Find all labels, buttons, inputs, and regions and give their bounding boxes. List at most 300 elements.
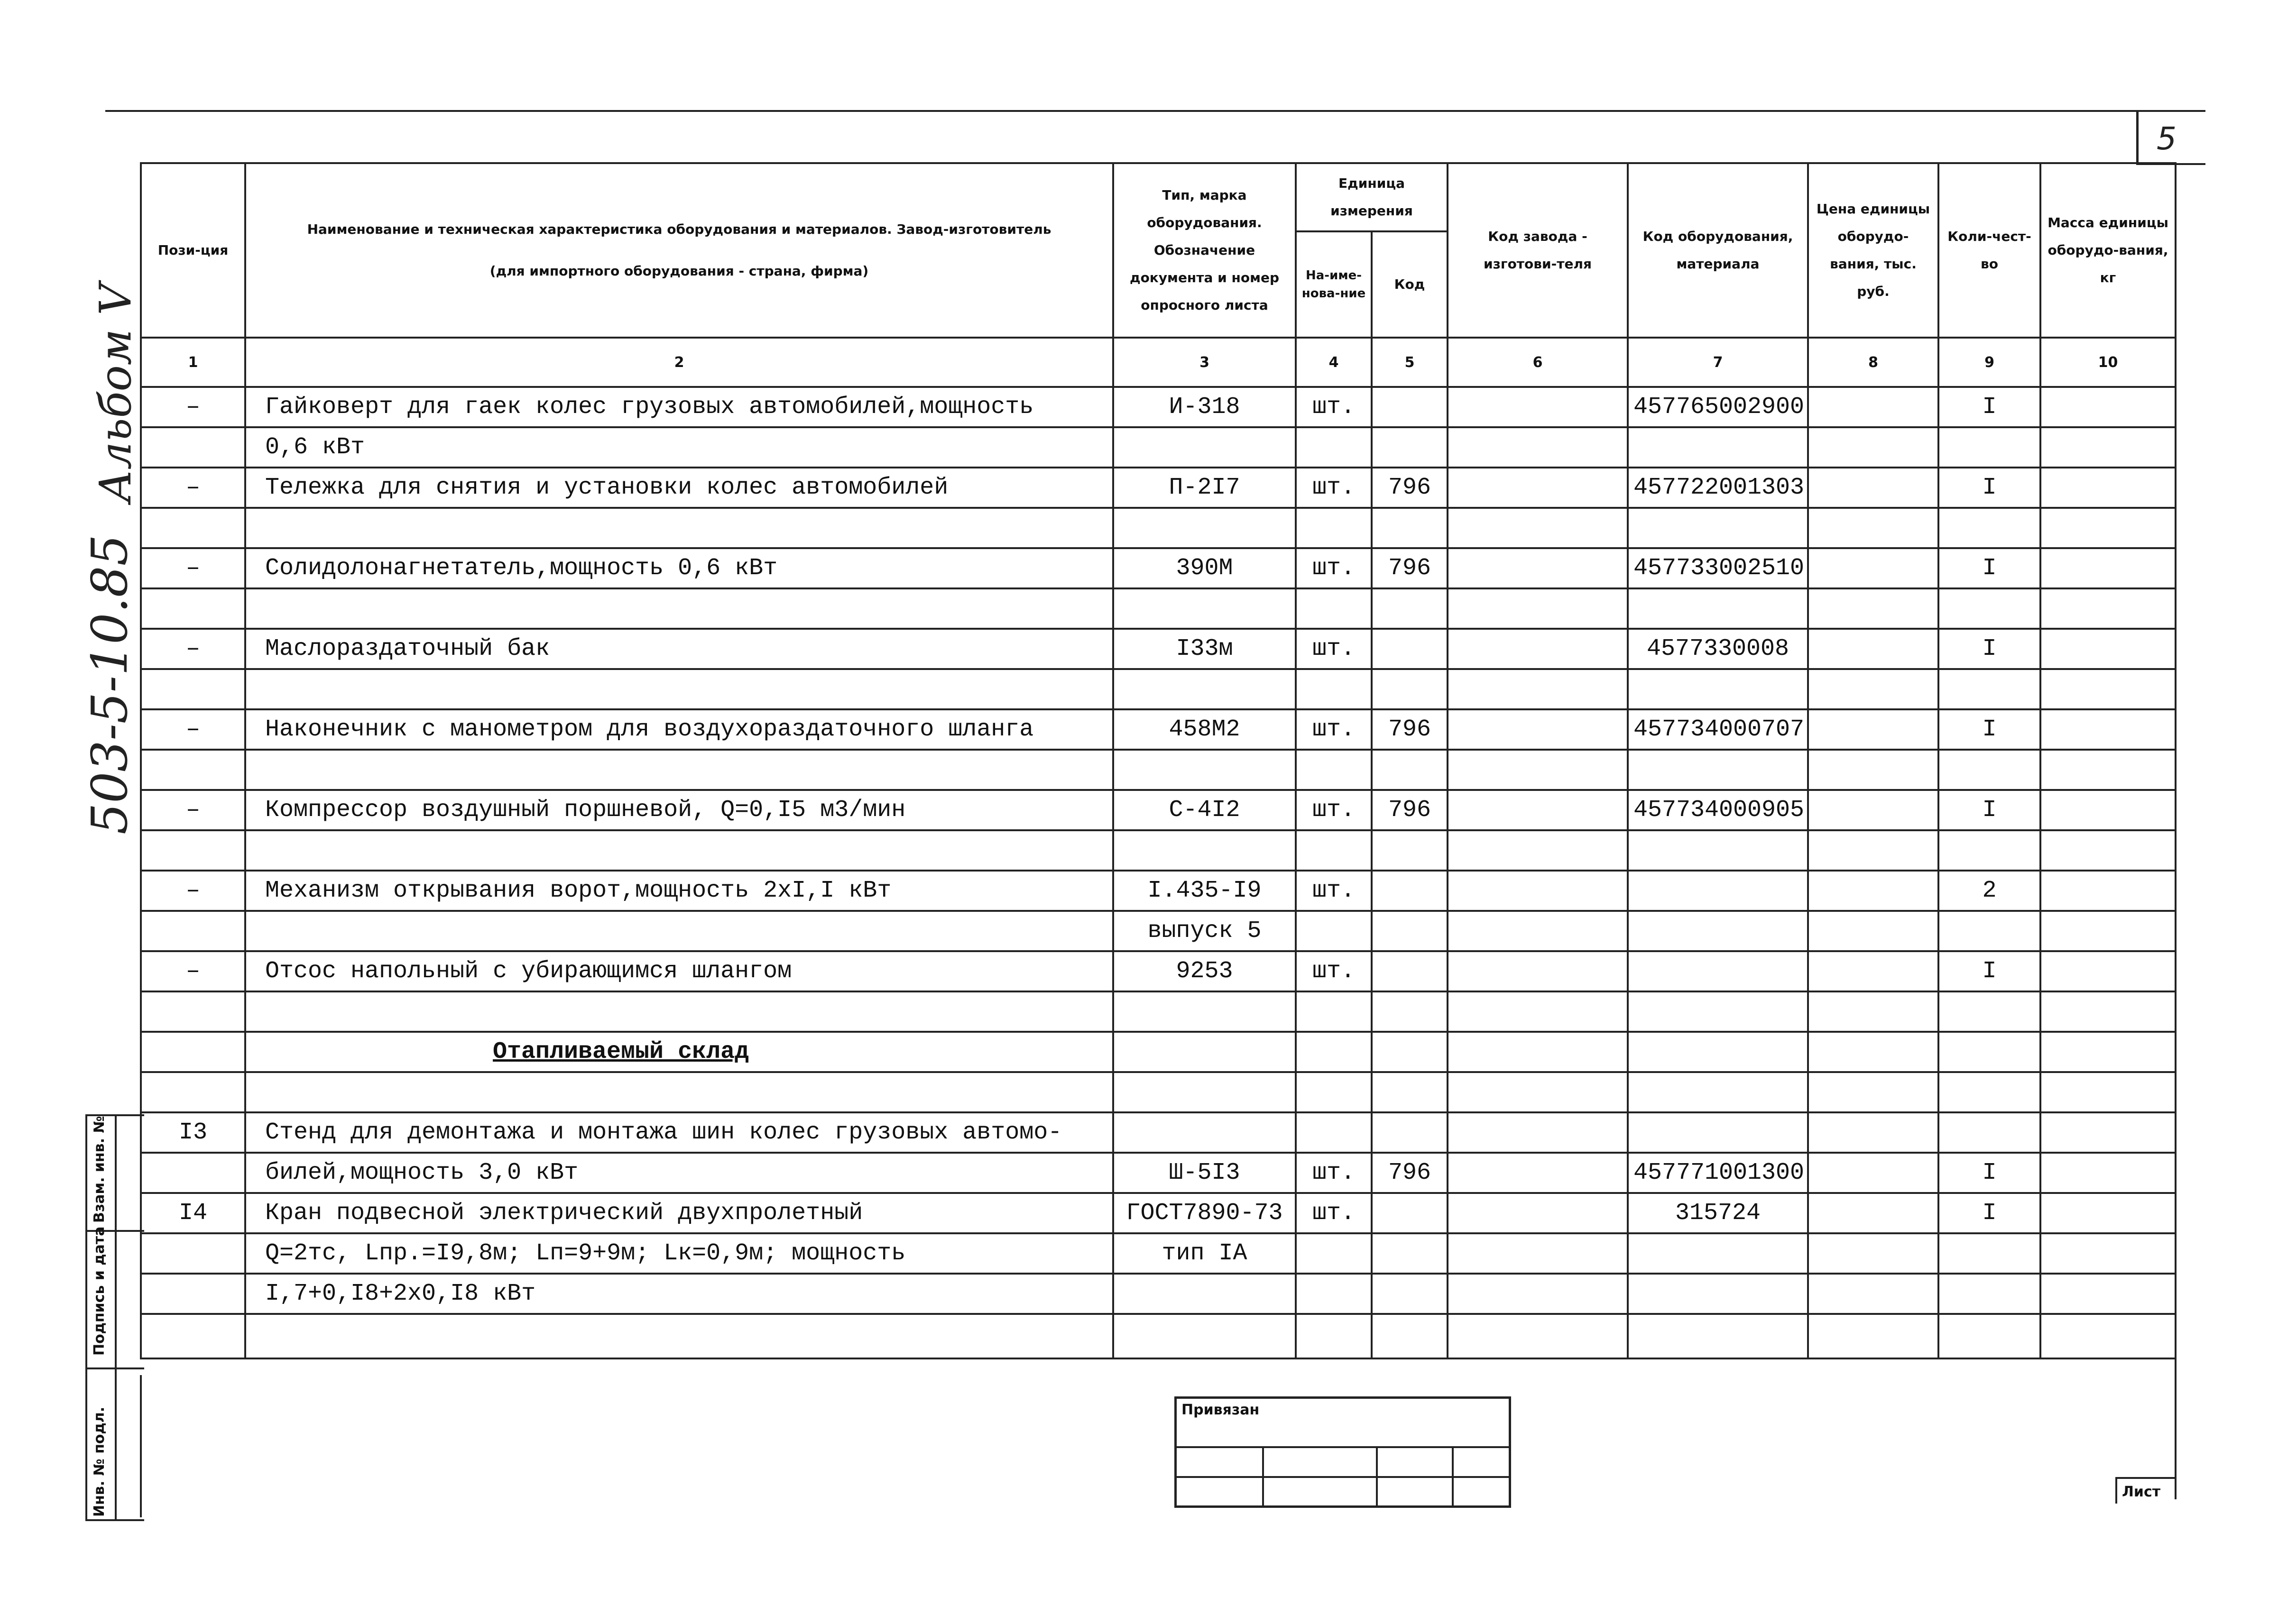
cell-mass	[2040, 750, 2176, 790]
cell-unit-code	[1372, 1032, 1448, 1072]
cell-equipment-code	[1628, 1274, 1808, 1314]
cell-name: Компрессор воздушный поршневой, Q=0,I5 м3/мин	[245, 790, 1113, 830]
cell-equipment-code	[1628, 508, 1808, 548]
cell-type	[1113, 508, 1296, 548]
cell-quantity	[1938, 1112, 2040, 1153]
cell-factory-code	[1448, 709, 1628, 750]
cell-name: I,7+0,I8+2х0,I8 кВт	[245, 1274, 1113, 1314]
cell-quantity	[1938, 750, 2040, 790]
cell-position: I4	[141, 1193, 245, 1233]
cell-equipment-code: 315724	[1628, 1193, 1808, 1233]
table-row	[141, 1274, 2176, 1314]
cell-factory-code	[1448, 1032, 1628, 1072]
cell-name	[245, 830, 1113, 871]
cell-quantity: I	[1938, 1153, 2040, 1193]
cell-factory-code	[1448, 1233, 1628, 1274]
cell-factory-code	[1448, 468, 1628, 508]
cell-unit-code	[1372, 1233, 1448, 1274]
cell-mass	[2040, 790, 2176, 830]
cell-position	[141, 427, 245, 468]
cell-name	[245, 911, 1113, 951]
cell-factory-code	[1448, 387, 1628, 427]
cell-quantity	[1938, 508, 2040, 548]
cell-position: –	[141, 951, 245, 991]
cell-type: 390М	[1113, 548, 1296, 588]
cell-equipment-code	[1628, 1072, 1808, 1112]
cell-unit	[1296, 588, 1372, 629]
specification-table	[140, 162, 2177, 1359]
table-row	[141, 548, 2176, 588]
cell-price	[1808, 1274, 1938, 1314]
cell-unit-code	[1372, 991, 1448, 1032]
cell-unit: шт.	[1296, 548, 1372, 588]
cell-price	[1808, 709, 1938, 750]
cell-equipment-code	[1628, 991, 1808, 1032]
table-row	[141, 871, 2176, 911]
cell-position	[141, 588, 245, 629]
cell-unit-code	[1372, 830, 1448, 871]
cell-quantity	[1938, 991, 2040, 1032]
cell-name	[245, 1072, 1113, 1112]
column-number: 2	[245, 338, 1113, 387]
cell-quantity	[1938, 830, 2040, 871]
cell-price	[1808, 387, 1938, 427]
cell-price	[1808, 1032, 1938, 1072]
cell-equipment-code	[1628, 588, 1808, 629]
cell-mass	[2040, 911, 2176, 951]
stamp-label-replace-inv: Взам. инв. №	[91, 1116, 108, 1223]
cell-quantity: I	[1938, 387, 2040, 427]
cell-factory-code	[1448, 629, 1628, 669]
cell-type	[1113, 1112, 1296, 1153]
cell-unit-code: 796	[1372, 548, 1448, 588]
cell-mass	[2040, 468, 2176, 508]
header-unit-name: На-име-нова-ние	[1296, 231, 1372, 338]
header-mass: Масса единицы оборудо-вания, кг	[2040, 163, 2176, 338]
cell-unit-code	[1372, 669, 1448, 709]
cell-unit	[1296, 911, 1372, 951]
cell-position	[141, 1072, 245, 1112]
cell-position	[141, 1032, 245, 1072]
stamp-rule	[1177, 1476, 1509, 1478]
cell-position: –	[141, 387, 245, 427]
cell-mass	[2040, 951, 2176, 991]
cell-unit: шт.	[1296, 709, 1372, 750]
cell-name	[245, 588, 1113, 629]
column-number: 5	[1372, 338, 1448, 387]
cell-quantity	[1938, 427, 2040, 468]
cell-price	[1808, 1112, 1938, 1153]
cell-equipment-code: 457734000707	[1628, 709, 1808, 750]
cell-quantity	[1938, 1032, 2040, 1072]
cell-unit-code	[1372, 427, 1448, 468]
cell-unit: шт.	[1296, 951, 1372, 991]
cell-unit-code	[1372, 387, 1448, 427]
header-unit-code: Код	[1372, 231, 1448, 338]
cell-quantity	[1938, 588, 2040, 629]
cell-equipment-code: 457722001303	[1628, 468, 1808, 508]
cell-unit	[1296, 991, 1372, 1032]
cell-type	[1113, 830, 1296, 871]
cell-quantity: I	[1938, 629, 2040, 669]
cell-quantity	[1938, 911, 2040, 951]
cell-position: I3	[141, 1112, 245, 1153]
cell-price	[1808, 871, 1938, 911]
cell-mass	[2040, 709, 2176, 750]
cell-type: И-318	[1113, 387, 1296, 427]
cell-mass	[2040, 1193, 2176, 1233]
header-type: Тип, марка оборудования. Обозначение документа и номер опросного листа	[1113, 163, 1296, 338]
header-position: Пози-ция	[141, 163, 245, 338]
header-price: Цена единицы оборудо-вания, тыс. руб.	[1808, 163, 1938, 338]
stamp-rule	[1177, 1446, 1509, 1448]
table-row	[141, 991, 2176, 1032]
cell-mass	[2040, 1153, 2176, 1193]
cell-unit: шт.	[1296, 790, 1372, 830]
cell-mass	[2040, 427, 2176, 468]
cell-unit	[1296, 1112, 1372, 1153]
cell-factory-code	[1448, 750, 1628, 790]
cell-unit: шт.	[1296, 387, 1372, 427]
table-row	[141, 468, 2176, 508]
sheet-bottom-area	[140, 1375, 2177, 1517]
column-number: 4	[1296, 338, 1372, 387]
cell-price	[1808, 951, 1938, 991]
cell-type: С-4I2	[1113, 790, 1296, 830]
cell-price	[1808, 911, 1938, 951]
cell-unit	[1296, 669, 1372, 709]
cell-equipment-code	[1628, 669, 1808, 709]
cell-unit	[1296, 1072, 1372, 1112]
cell-equipment-code	[1628, 1233, 1808, 1274]
cell-mass	[2040, 1032, 2176, 1072]
cell-equipment-code: 4577330008	[1628, 629, 1808, 669]
cell-mass	[2040, 548, 2176, 588]
cell-position: –	[141, 468, 245, 508]
cell-factory-code	[1448, 588, 1628, 629]
cell-factory-code	[1448, 508, 1628, 548]
cell-name	[245, 1314, 1113, 1358]
cell-name	[245, 508, 1113, 548]
cell-name: билей,мощность 3,0 кВт	[245, 1153, 1113, 1193]
cell-mass	[2040, 830, 2176, 871]
stamp-divider	[115, 1116, 117, 1519]
cell-equipment-code	[1628, 1112, 1808, 1153]
cell-type	[1113, 1072, 1296, 1112]
cell-name	[245, 1032, 1113, 1072]
cell-price	[1808, 1153, 1938, 1193]
cell-unit-code	[1372, 1314, 1448, 1358]
cell-type: Ш-5I3	[1113, 1153, 1296, 1193]
cell-equipment-code	[1628, 830, 1808, 871]
stamp-label-inv-original: Инв. № подл.	[91, 1406, 108, 1517]
table-row	[141, 508, 2176, 548]
header-unit-group: Единица измерения	[1296, 163, 1448, 231]
cell-quantity: I	[1938, 790, 2040, 830]
cell-position	[141, 991, 245, 1032]
cell-unit-code	[1372, 508, 1448, 548]
cell-position	[141, 830, 245, 871]
cell-type: тип IА	[1113, 1233, 1296, 1274]
project-code: 503-5-10.85	[81, 534, 138, 835]
table-row	[141, 427, 2176, 468]
cell-type: 458М2	[1113, 709, 1296, 750]
section-heading: Отапливаемый склад	[493, 1038, 749, 1065]
cell-price	[1808, 669, 1938, 709]
cell-quantity	[1938, 1314, 2040, 1358]
cell-factory-code	[1448, 991, 1628, 1032]
cell-unit: шт.	[1296, 629, 1372, 669]
stamp-label-signature-date: Подпись и дата	[91, 1226, 108, 1356]
cell-unit-code	[1372, 1193, 1448, 1233]
cell-position: –	[141, 629, 245, 669]
cell-unit-code	[1372, 1072, 1448, 1112]
cell-position: –	[141, 709, 245, 750]
cell-type: 9253	[1113, 951, 1296, 991]
cell-unit: шт.	[1296, 1193, 1372, 1233]
cell-unit	[1296, 750, 1372, 790]
cell-mass	[2040, 1072, 2176, 1112]
sheet-label: Лист	[2115, 1477, 2175, 1504]
cell-unit-code	[1372, 911, 1448, 951]
cell-factory-code	[1448, 427, 1628, 468]
table-row	[141, 1032, 2176, 1072]
cell-unit-code	[1372, 750, 1448, 790]
cell-name: 0,6 кВт	[245, 427, 1113, 468]
right-border	[2175, 162, 2177, 1499]
table-row	[141, 1153, 2176, 1193]
cell-unit	[1296, 508, 1372, 548]
cell-name: Тележка для снятия и установки колес автомобилей	[245, 468, 1113, 508]
cell-quantity	[1938, 1274, 2040, 1314]
cell-position	[141, 750, 245, 790]
cell-position	[141, 911, 245, 951]
cell-mass	[2040, 387, 2176, 427]
column-number: 3	[1113, 338, 1296, 387]
cell-factory-code	[1448, 951, 1628, 991]
cell-unit-code	[1372, 871, 1448, 911]
cell-unit	[1296, 1032, 1372, 1072]
cell-type	[1113, 669, 1296, 709]
cell-unit	[1296, 1233, 1372, 1274]
cell-quantity: 2	[1938, 871, 2040, 911]
table-row	[141, 911, 2176, 951]
cell-unit	[1296, 830, 1372, 871]
header-equipment-code: Код оборудования, материала	[1628, 163, 1808, 338]
cell-mass	[2040, 669, 2176, 709]
stamp-divider	[1452, 1446, 1454, 1505]
cell-position	[141, 508, 245, 548]
cell-type: П-2I7	[1113, 468, 1296, 508]
cell-factory-code	[1448, 871, 1628, 911]
cell-unit	[1296, 427, 1372, 468]
cell-price	[1808, 1072, 1938, 1112]
stamp-separator	[87, 1367, 144, 1369]
cell-price	[1808, 830, 1938, 871]
cell-type: ГОСТ7890-73	[1113, 1193, 1296, 1233]
cell-unit	[1296, 1274, 1372, 1314]
cell-unit-code: 796	[1372, 1153, 1448, 1193]
cell-mass	[2040, 1274, 2176, 1314]
cell-equipment-code	[1628, 911, 1808, 951]
cell-position: –	[141, 548, 245, 588]
column-number: 6	[1448, 338, 1628, 387]
cell-type	[1113, 1032, 1296, 1072]
cell-factory-code	[1448, 911, 1628, 951]
cell-unit-code	[1372, 1274, 1448, 1314]
table-row	[141, 1233, 2176, 1274]
header-name: Наименование и техническая характеристика оборудования и материалов. Завод-изготовитель (для импортного оборудования - страна, фирма)	[245, 163, 1113, 338]
cell-price	[1808, 991, 1938, 1032]
cell-unit-code: 796	[1372, 790, 1448, 830]
table-row	[141, 790, 2176, 830]
cell-factory-code	[1448, 669, 1628, 709]
cell-unit-code	[1372, 1112, 1448, 1153]
specification-sheet	[140, 162, 2175, 1375]
table-row	[141, 951, 2176, 991]
cell-name: Солидолонагнетатель,мощность 0,6 кВт	[245, 548, 1113, 588]
cell-quantity: I	[1938, 1193, 2040, 1233]
table-row	[141, 629, 2176, 669]
cell-unit: шт.	[1296, 871, 1372, 911]
cell-factory-code	[1448, 1153, 1628, 1193]
column-number: 10	[2040, 338, 2176, 387]
top-rule	[105, 110, 2205, 112]
cell-price	[1808, 1193, 1938, 1233]
page-number: 5	[2157, 120, 2177, 157]
header-quantity: Коли-чест-во	[1938, 163, 2040, 338]
cell-price	[1808, 629, 1938, 669]
cell-equipment-code	[1628, 1314, 1808, 1358]
cell-price	[1808, 427, 1938, 468]
table-row	[141, 1193, 2176, 1233]
cell-factory-code	[1448, 1274, 1628, 1314]
cell-price	[1808, 588, 1938, 629]
table-row	[141, 830, 2176, 871]
cell-equipment-code	[1628, 750, 1808, 790]
cell-unit-code	[1372, 951, 1448, 991]
column-number: 7	[1628, 338, 1808, 387]
table-row	[141, 1072, 2176, 1112]
cell-name	[245, 669, 1113, 709]
cell-equipment-code: 457771001300	[1628, 1153, 1808, 1193]
cell-position	[141, 669, 245, 709]
cell-unit-code	[1372, 629, 1448, 669]
binding-stamp	[1174, 1396, 1511, 1508]
column-number: 9	[1938, 338, 2040, 387]
album-label: Альбом V	[90, 284, 141, 503]
approval-stamp-column	[85, 1114, 144, 1521]
cell-equipment-code	[1628, 427, 1808, 468]
cell-type	[1113, 588, 1296, 629]
cell-price	[1808, 1314, 1938, 1358]
cell-type	[1113, 750, 1296, 790]
cell-name: Q=2тс, Lпр.=I9,8м; Lп=9+9м; Lк=0,9м; мощность	[245, 1233, 1113, 1274]
cell-unit: шт.	[1296, 468, 1372, 508]
cell-unit-code: 796	[1372, 468, 1448, 508]
cell-name: Наконечник с манометром для воздухораздаточного шланга	[245, 709, 1113, 750]
cell-quantity: I	[1938, 548, 2040, 588]
table-row	[141, 1314, 2176, 1358]
cell-position	[141, 1274, 245, 1314]
cell-mass	[2040, 991, 2176, 1032]
cell-price	[1808, 750, 1938, 790]
cell-name: Маслораздаточный бак	[245, 629, 1113, 669]
cell-type	[1113, 1274, 1296, 1314]
table-row	[141, 1112, 2176, 1153]
stamp-title: Привязан	[1181, 1402, 1260, 1418]
cell-equipment-code	[1628, 951, 1808, 991]
cell-unit-code	[1372, 588, 1448, 629]
cell-unit	[1296, 1314, 1372, 1358]
page-number-box	[2136, 112, 2205, 164]
cell-quantity: I	[1938, 951, 2040, 991]
cell-type	[1113, 1314, 1296, 1358]
table-row	[141, 669, 2176, 709]
cell-price	[1808, 1233, 1938, 1274]
cell-unit-code: 796	[1372, 709, 1448, 750]
cell-position	[141, 1153, 245, 1193]
cell-mass	[2040, 629, 2176, 669]
cell-factory-code	[1448, 548, 1628, 588]
cell-equipment-code	[1628, 871, 1808, 911]
cell-position	[141, 1233, 245, 1274]
cell-unit: шт.	[1296, 1153, 1372, 1193]
cell-price	[1808, 508, 1938, 548]
cell-quantity: I	[1938, 709, 2040, 750]
cell-factory-code	[1448, 790, 1628, 830]
cell-equipment-code: 457734000905	[1628, 790, 1808, 830]
column-number: 8	[1808, 338, 1938, 387]
cell-price	[1808, 790, 1938, 830]
cell-factory-code	[1448, 830, 1628, 871]
stamp-divider	[1376, 1446, 1378, 1505]
cell-type	[1113, 427, 1296, 468]
cell-quantity: I	[1938, 468, 2040, 508]
cell-mass	[2040, 871, 2176, 911]
cell-factory-code	[1448, 1193, 1628, 1233]
cell-name	[245, 991, 1113, 1032]
cell-mass	[2040, 588, 2176, 629]
cell-quantity	[1938, 669, 2040, 709]
cell-mass	[2040, 1233, 2176, 1274]
cell-price	[1808, 548, 1938, 588]
cell-factory-code	[1448, 1314, 1628, 1358]
cell-name: Механизм открывания ворот,мощность 2хI,I кВт	[245, 871, 1113, 911]
cell-factory-code	[1448, 1112, 1628, 1153]
cell-type	[1113, 991, 1296, 1032]
cell-equipment-code	[1628, 1032, 1808, 1072]
cell-type: выпуск 5	[1113, 911, 1296, 951]
cell-position	[141, 1314, 245, 1358]
cell-equipment-code: 457765002900	[1628, 387, 1808, 427]
cell-position: –	[141, 790, 245, 830]
cell-position: –	[141, 871, 245, 911]
cell-type: I.435-I9	[1113, 871, 1296, 911]
cell-factory-code	[1448, 1072, 1628, 1112]
cell-mass	[2040, 1112, 2176, 1153]
cell-mass	[2040, 508, 2176, 548]
cell-mass	[2040, 1314, 2176, 1358]
cell-name: Отсос напольный с убирающимся шлангом	[245, 951, 1113, 991]
cell-name: Стенд для демонтажа и монтажа шин колес грузовых автомо-	[245, 1112, 1113, 1153]
cell-price	[1808, 468, 1938, 508]
cell-equipment-code: 457733002510	[1628, 548, 1808, 588]
table-row	[141, 750, 2176, 790]
stamp-divider	[1262, 1446, 1264, 1505]
cell-name: Гайковерт для гаек колес грузовых автомобилей,мощность	[245, 387, 1113, 427]
cell-type: I33м	[1113, 629, 1296, 669]
